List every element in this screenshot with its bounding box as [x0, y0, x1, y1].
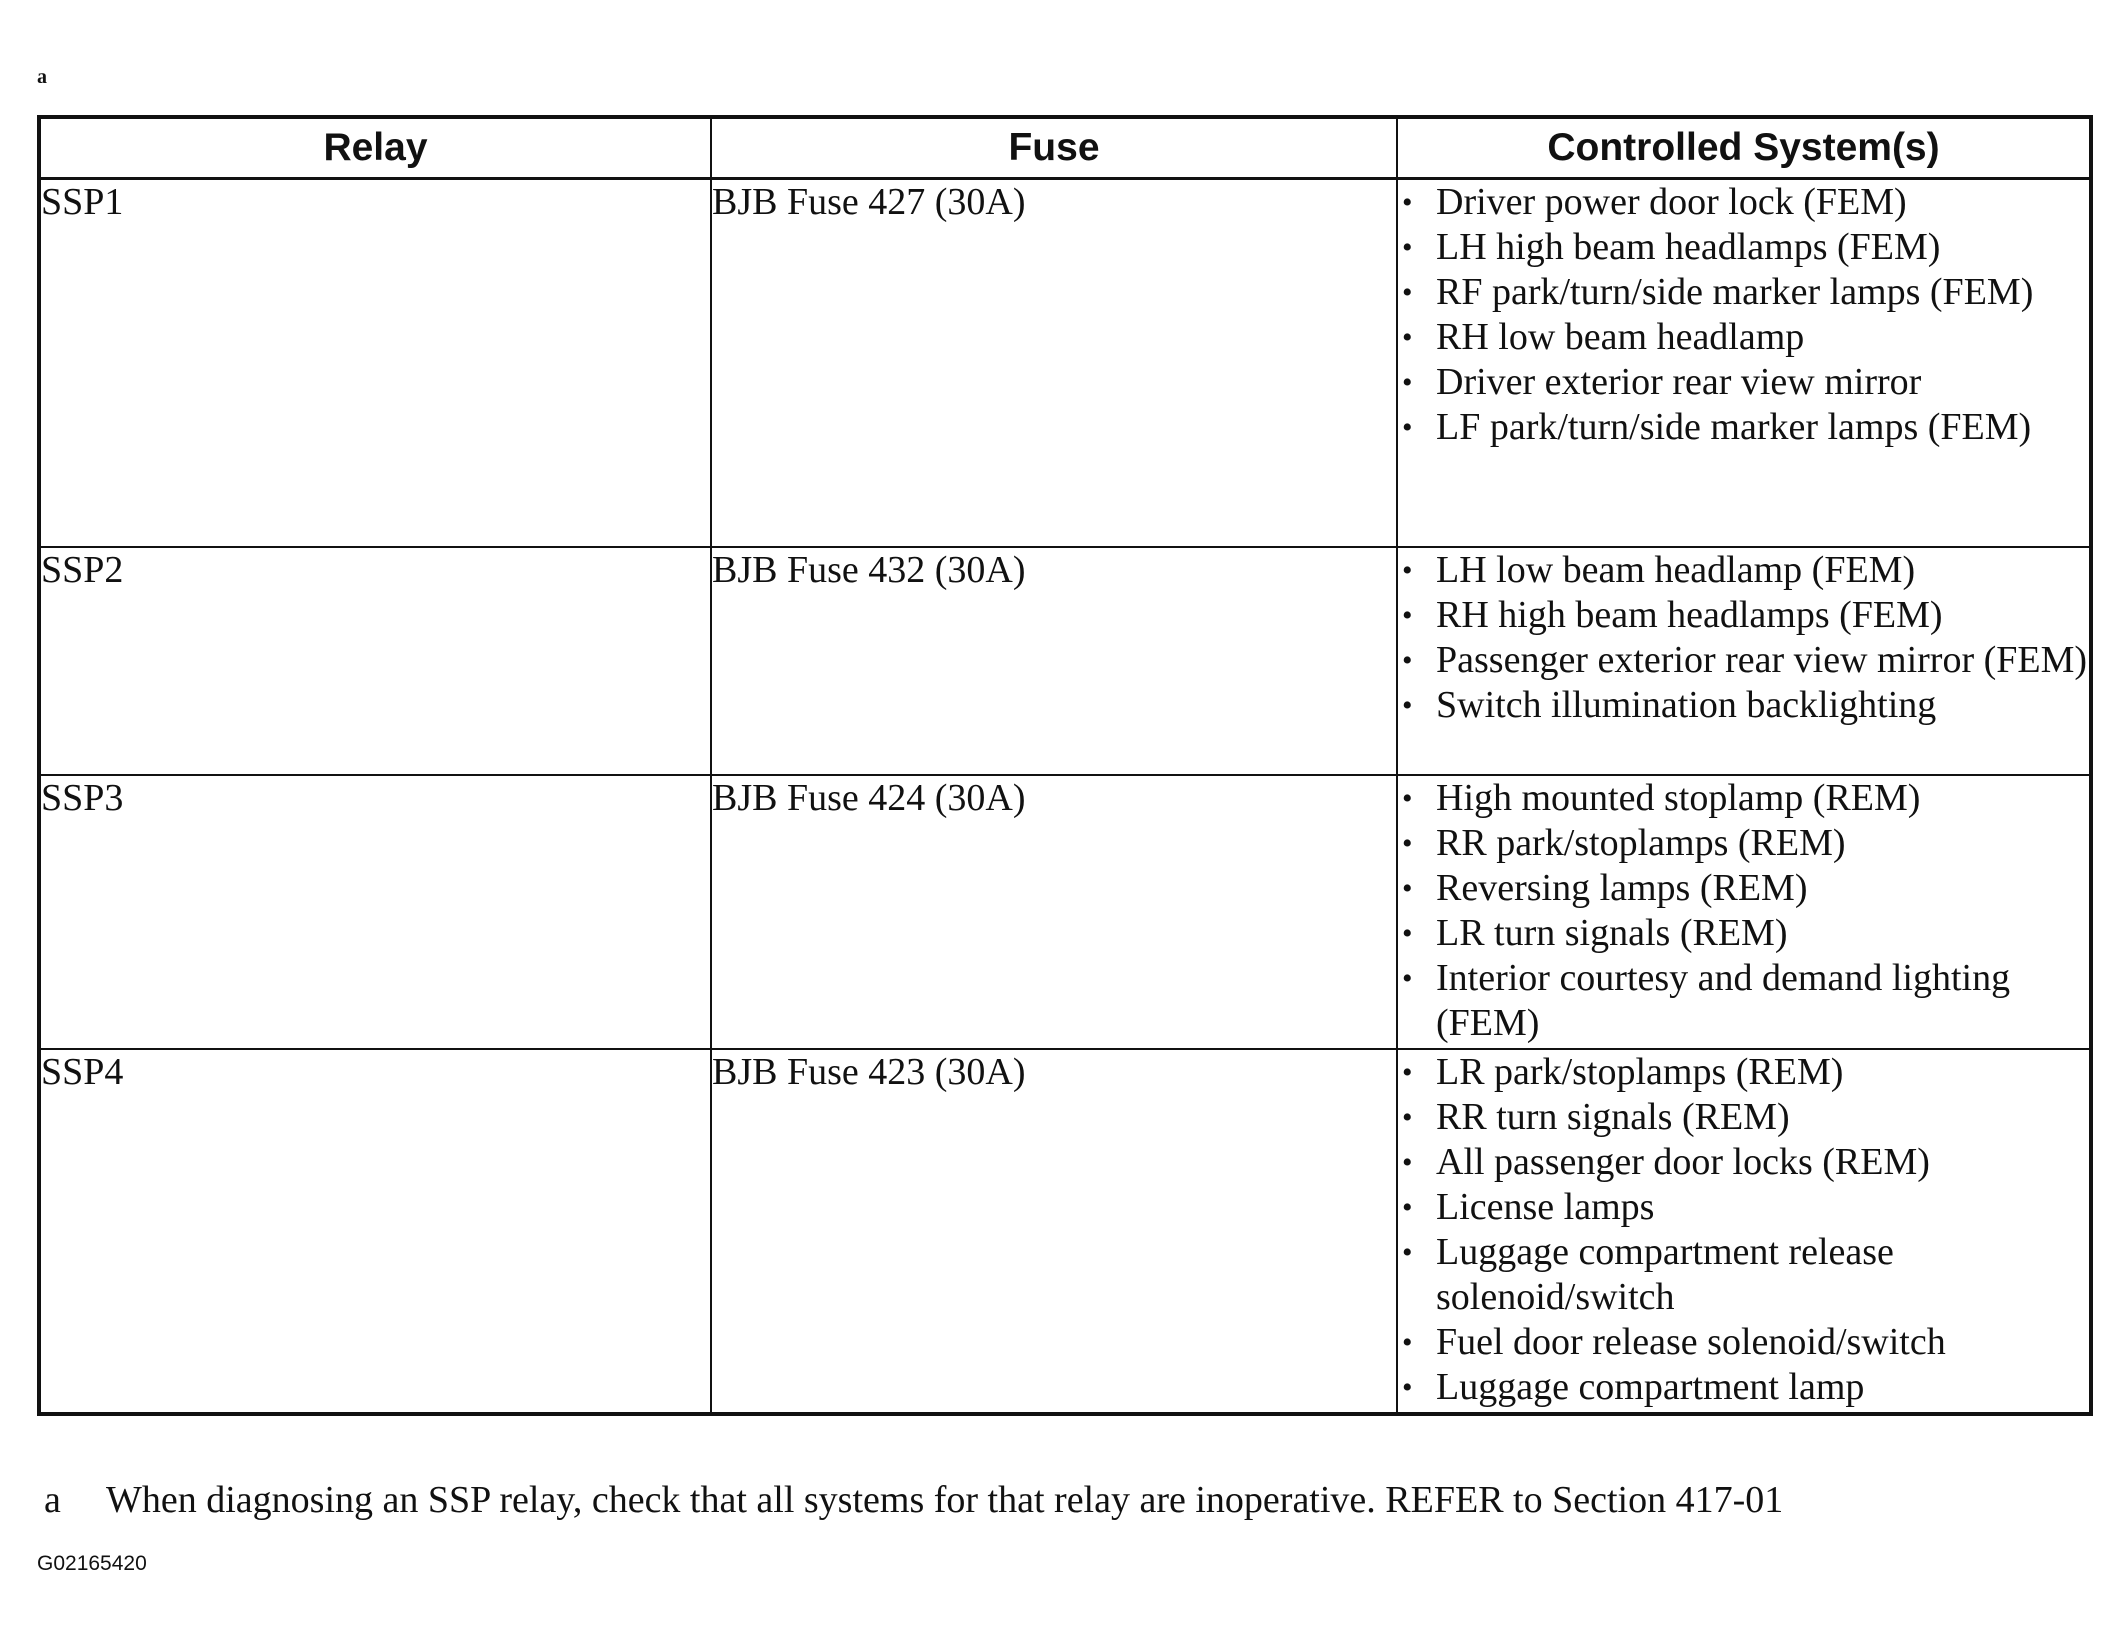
- system-label: LH low beam headlamp (FEM): [1436, 549, 1916, 591]
- list-item: • License lamps: [1402, 1186, 1655, 1228]
- list-item: • LH high beam headlamps (FEM): [1402, 226, 1941, 268]
- list-item: • LF park/turn/side marker lamps (FEM): [1402, 406, 2032, 448]
- system-label: Luggage compartment release solenoid/switch: [1436, 1231, 1894, 1318]
- list-item: • Driver power door lock (FEM): [1402, 181, 1907, 223]
- footnote-marker: a: [44, 1479, 61, 1521]
- table-row: [39, 1049, 2091, 1414]
- fuse-cell: BJB Fuse 427 (30A): [711, 179, 1397, 548]
- systems-list: [1398, 776, 2089, 1046]
- systems-cell: [1397, 1049, 2091, 1414]
- systems-list: [1398, 548, 2089, 728]
- list-item: • LR park/stoplamps (REM): [1402, 1051, 1844, 1093]
- table-row: [39, 179, 2091, 548]
- fuse-cell: BJB Fuse 423 (30A): [711, 1049, 1397, 1414]
- system-label: RH high beam headlamps (FEM): [1436, 594, 1943, 636]
- system-label: Driver exterior rear view mirror: [1436, 361, 1922, 403]
- list-item: • Fuel door release solenoid/switch: [1402, 1321, 1946, 1363]
- system-label: Switch illumination backlighting: [1436, 684, 1937, 726]
- relay-cell: SSP4: [39, 1049, 711, 1414]
- header-relay: Relay: [39, 117, 711, 179]
- systems-list: [1398, 180, 2089, 450]
- list-item: • RH low beam headlamp: [1402, 316, 1805, 358]
- relay-cell: SSP3: [39, 775, 711, 1049]
- list-item: • RR turn signals (REM): [1402, 1096, 1790, 1138]
- system-label: Interior courtesy and demand lighting (FEM): [1436, 957, 2011, 1044]
- list-item: • RH high beam headlamps (FEM): [1402, 594, 1943, 636]
- system-label: All passenger door locks (REM): [1436, 1141, 1930, 1183]
- list-item: • Reversing lamps (REM): [1402, 867, 1808, 909]
- system-label: Driver power door lock (FEM): [1436, 181, 1907, 223]
- list-item: • Driver exterior rear view mirror: [1402, 361, 1922, 403]
- list-item: • RR park/stoplamps (REM): [1402, 822, 1846, 864]
- list-item: • Interior courtesy and demand lighting (FEM): [1402, 957, 2011, 1044]
- fuse-cell: BJB Fuse 432 (30A): [711, 547, 1397, 775]
- list-item: • Luggage compartment lamp: [1402, 1366, 1865, 1408]
- system-label: RF park/turn/side marker lamps (FEM): [1436, 271, 2034, 313]
- list-item: • LR turn signals (REM): [1402, 912, 1788, 954]
- list-item: • RF park/turn/side marker lamps (FEM): [1402, 271, 2034, 313]
- system-label: LR park/stoplamps (REM): [1436, 1051, 1844, 1093]
- systems-list: [1398, 1050, 2089, 1410]
- footnote: [44, 1478, 1783, 1522]
- table-row: [39, 547, 2091, 775]
- list-item: • High mounted stoplamp (REM): [1402, 777, 1921, 819]
- relay-cell: SSP1: [39, 179, 711, 548]
- system-label: Reversing lamps (REM): [1436, 867, 1808, 909]
- fuse-cell: BJB Fuse 424 (30A): [711, 775, 1397, 1049]
- relay-cell: SSP2: [39, 547, 711, 775]
- systems-cell: [1397, 775, 2091, 1049]
- list-item: • LH low beam headlamp (FEM): [1402, 549, 1916, 591]
- figure-id: G02165420: [37, 1552, 147, 1575]
- relay-fuse-table: [37, 115, 2093, 1416]
- system-label: Luggage compartment lamp: [1436, 1366, 1865, 1408]
- system-label: LR turn signals (REM): [1436, 912, 1788, 954]
- system-label: LF park/turn/side marker lamps (FEM): [1436, 406, 2032, 448]
- system-label: LH high beam headlamps (FEM): [1436, 226, 1941, 268]
- system-label: RH low beam headlamp: [1436, 316, 1805, 358]
- system-label: Fuel door release solenoid/switch: [1436, 1321, 1946, 1363]
- systems-cell: [1397, 179, 2091, 548]
- table-row: [39, 775, 2091, 1049]
- system-label: RR turn signals (REM): [1436, 1096, 1790, 1138]
- header-controlled-systems: Controlled System(s): [1397, 117, 2091, 179]
- system-label: High mounted stoplamp (REM): [1436, 777, 1921, 819]
- system-label: Passenger exterior rear view mirror (FEM): [1436, 639, 2088, 681]
- list-item: • Passenger exterior rear view mirror (FEM): [1402, 639, 2088, 681]
- table-header-row: [39, 117, 2091, 179]
- systems-cell: [1397, 547, 2091, 775]
- list-item: • All passenger door locks (REM): [1402, 1141, 1930, 1183]
- system-label: License lamps: [1436, 1186, 1655, 1228]
- footnote-marker-top: a: [37, 66, 47, 88]
- list-item: • Luggage compartment release solenoid/switch: [1402, 1231, 1894, 1318]
- system-label: RR park/stoplamps (REM): [1436, 822, 1846, 864]
- list-item: • Switch illumination backlighting: [1402, 684, 1937, 726]
- footnote-text: When diagnosing an SSP relay, check that all systems for that relay are inoperative. REFER to Section 417-01: [106, 1479, 1784, 1521]
- header-fuse: Fuse: [711, 117, 1397, 179]
